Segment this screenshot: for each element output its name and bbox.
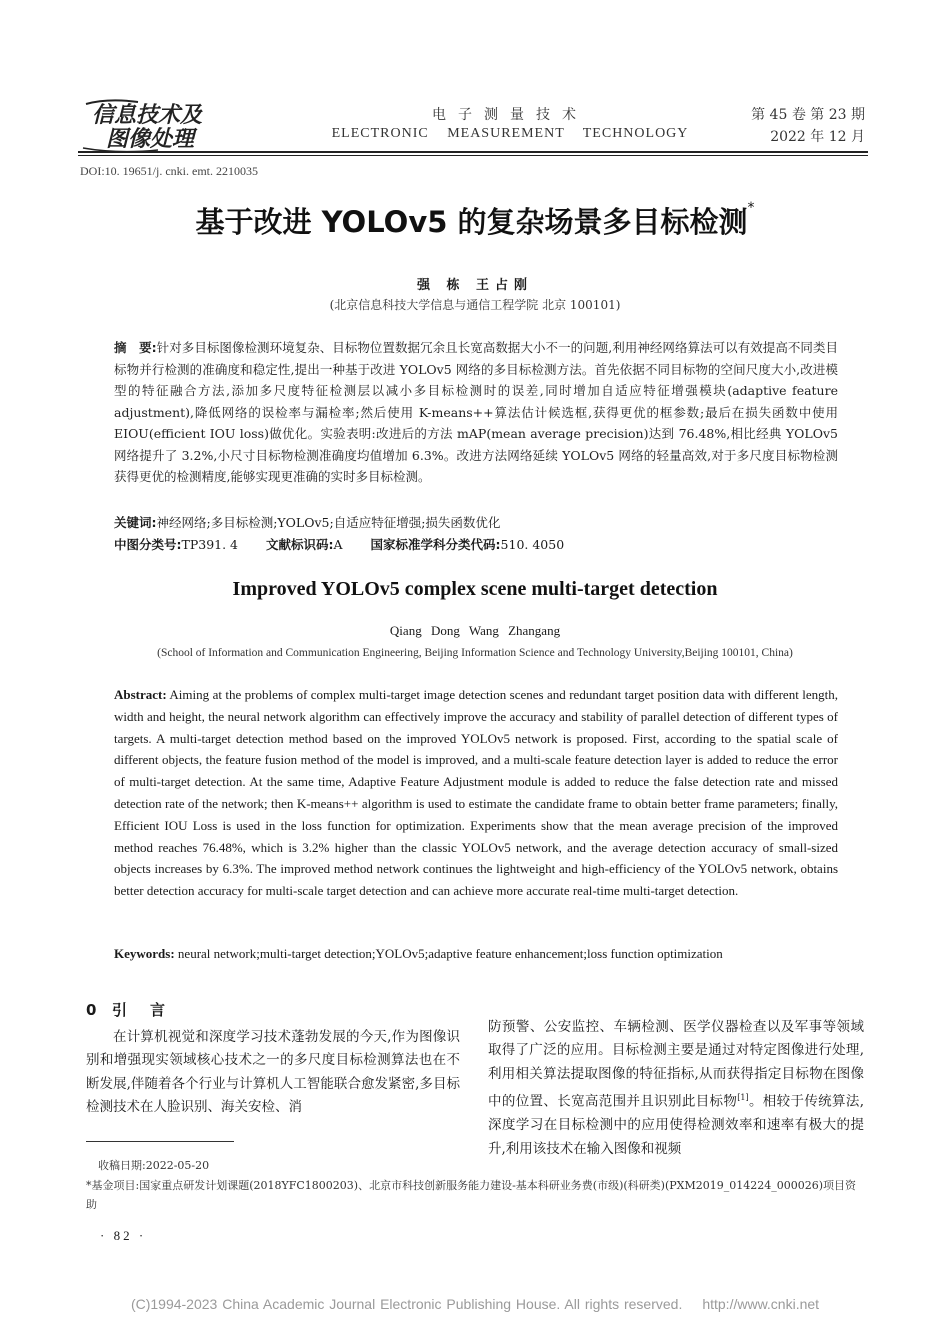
stdcode-label: 国家标准学科分类代码: (370, 537, 501, 552)
doccode-label: 文献标识码: (266, 537, 334, 552)
stdcode-value: 510. 4050 (500, 537, 565, 552)
body-column-right (488, 1016, 864, 1161)
abstract-cn-label: 摘 要: (114, 340, 157, 355)
header-rule-thin (78, 155, 868, 156)
authors-cn: 强 栋 王占刚 (416, 278, 534, 293)
keywords-cn-label: 关键词: (114, 515, 157, 530)
paper-title-cn (60, 200, 890, 241)
class-label: 中图分类号: (114, 537, 182, 552)
abstract-en (114, 684, 838, 902)
classification-line (114, 535, 838, 553)
copyright-text: (C)1994-2023 China Academic Journal Electronic Publishing House. All rights reserved. (130, 1296, 683, 1312)
title-text: 基于改进 YOLOv5 的复杂场景多目标检测 (195, 205, 748, 239)
keywords-cn (114, 513, 838, 531)
section-heading (86, 999, 169, 1020)
affiliation-cn: (北京信息科技大学信息与通信工程学院 北京 100101) (329, 298, 621, 312)
keywords-en (114, 946, 838, 962)
page-number: · 82 · (100, 1228, 147, 1243)
paper-title-en: Improved YOLOv5 complex scene multi-target detection (232, 578, 718, 600)
body-right-text-cont: 。相较于传统算法,深度学习在目标检测中的应用使得检测效率和速率有极大的提升,利用该技术在输入图像和视频 (488, 1093, 865, 1157)
journal-name-cn: 电子测量技术 (432, 107, 588, 123)
footnote-received: 收稿日期:2022-05-20 (98, 1159, 210, 1172)
citation-ref[interactable]: [1] (737, 1093, 749, 1103)
footnote-fund: *基金项目:国家重点研发计划课题(2018YFC1800203)、北京市科技创新服务能力建设-基本科研业务费(市级)(科研类)(PXM2019_014224_000026)项目资助 (86, 1179, 857, 1211)
doccode-value: A (333, 537, 343, 552)
section-number: 0 (86, 1001, 101, 1019)
journal-volume: 第 45 卷 第 23 期 (751, 107, 865, 123)
journal-name-en: ELECTRONIC MEASUREMENT TECHNOLOGY (331, 126, 689, 141)
authors-en: Qiang Dong Wang Zhangang (389, 623, 561, 638)
logo-line1: 信息技术及 (92, 103, 203, 128)
header-rule (78, 151, 868, 153)
abstract-en-label: Abstract: (114, 687, 167, 702)
logo-line2: 图像处理 (106, 127, 195, 152)
keywords-cn-text: 神经网络;多目标检测;YOLOv5;自适应特征增强;损失函数优化 (156, 515, 501, 530)
affiliation-en: (School of Information and Communication Engineering, Beijing Information Science and Technology University,Beijing 100101, China) (157, 647, 793, 659)
doi[interactable]: DOI:10. 19651/j. cnki. emt. 2210035 (80, 164, 258, 178)
title-footnote-mark: * (747, 200, 755, 216)
copyright-watermark (0, 1296, 950, 1312)
abstract-en-text: Aiming at the problems of complex multi-target image detection scenes and redundant target position data with different length, width and height, the neural network algorithm can effectively improve the accuracy and stability of parallel detection of different types of targets. A multi-target detection method based on the improved YOLOv5 network is proposed. First, according to the spatial scale of different objects, the feature fusion method of the model is improved, and a multi-scale feature detection layer is added to reduce the error of multi-target detection. At the same time, Adaptive Feature Adjustment module is added to reduce the false detection rate and missed detection rate of the network; then K-means++ algorithm is used to estimate the candidate frame to obtain better frame parameters; finally, Efficient IOU Loss is used in the loss function for optimization. Experiments show that the mean average precision of the improved method reaches 76.48%, which is 3.2% higher than the classic YOLOv5 network, and the average detection accuracy of small-sized objects increases by 6.3%. The improved method network continues the lightweight and high-efficiency of the YOLOv5 network, obtains better detection accuracy for multi-scale target detection and can achieve more accurate real-time multi-target detection. (114, 687, 838, 899)
journal-date: 2022 年 12 月 (770, 129, 865, 145)
abstract-cn-text: 针对多目标图像检测环境复杂、目标物位置数据冗余且长宽高数据大小不一的问题,利用神经网络算法可以有效提高不同类目标物并行检测的准确度和稳定性,提出一种基于改进 YOLOv5 网络的多目标检测方法。首先依据不同目标物的空间尺度大小,改进模型的特征融合方法,添加多尺度特征检测层以减小多目标检测时的误差,同时增加自适应特征增强模块(adaptive feature adjustment),降低网络的误检率与漏检率;然后使用 K-means++算法估计候选框,获得更优的框参数;最后在损失函数中使用 EIOU(efficient IOU loss)做优化。实验表明:改进后的方法 mAP(mean average precision)达到 76.48%,相比经典 YOLOv5 网络提升了 3.2%,小尺寸目标物检测准确度均值增加 6.3%。改进方法网络延续 YOLOv5 网络的轻量高效,对于多尺度目标物检测获得更优的检测精度,能够实现更准确的实时多目标检测。 (114, 340, 839, 484)
class-value: TP391. 4 (181, 537, 239, 552)
body-column-left: 在计算机视觉和深度学习技术蓬勃发展的今天,作为图像识别和增强现实领域核心技术之一的多尺度目标检测算法也在不断发展,伴随着各个行业与计算机人工智能联合愈发紧密,多目标检测技术在人脸识别、海关安检、消 (86, 1029, 460, 1116)
footnote-rule (86, 1141, 234, 1142)
keywords-en-label: Keywords: (114, 946, 175, 961)
section-title: 引 言 (112, 1001, 170, 1019)
keywords-en-text: neural network;multi-target detection;YOLOv5;adaptive feature enhancement;loss function optimization (177, 946, 723, 961)
copyright-site[interactable]: http://www.cnki.net (702, 1296, 820, 1312)
abstract-cn (114, 337, 838, 488)
journal-logo (78, 96, 253, 156)
body-right-text: 防预警、公安监控、车辆检测、医学仪器检查以及军事等领域取得了广泛的应用。目标检测主要是通过对特定图像进行处理,利用相关算法提取图像的特征指标,从而获得指定目标物在图像中的位置、长宽高范围并且识别此目标物 (488, 1019, 864, 1110)
